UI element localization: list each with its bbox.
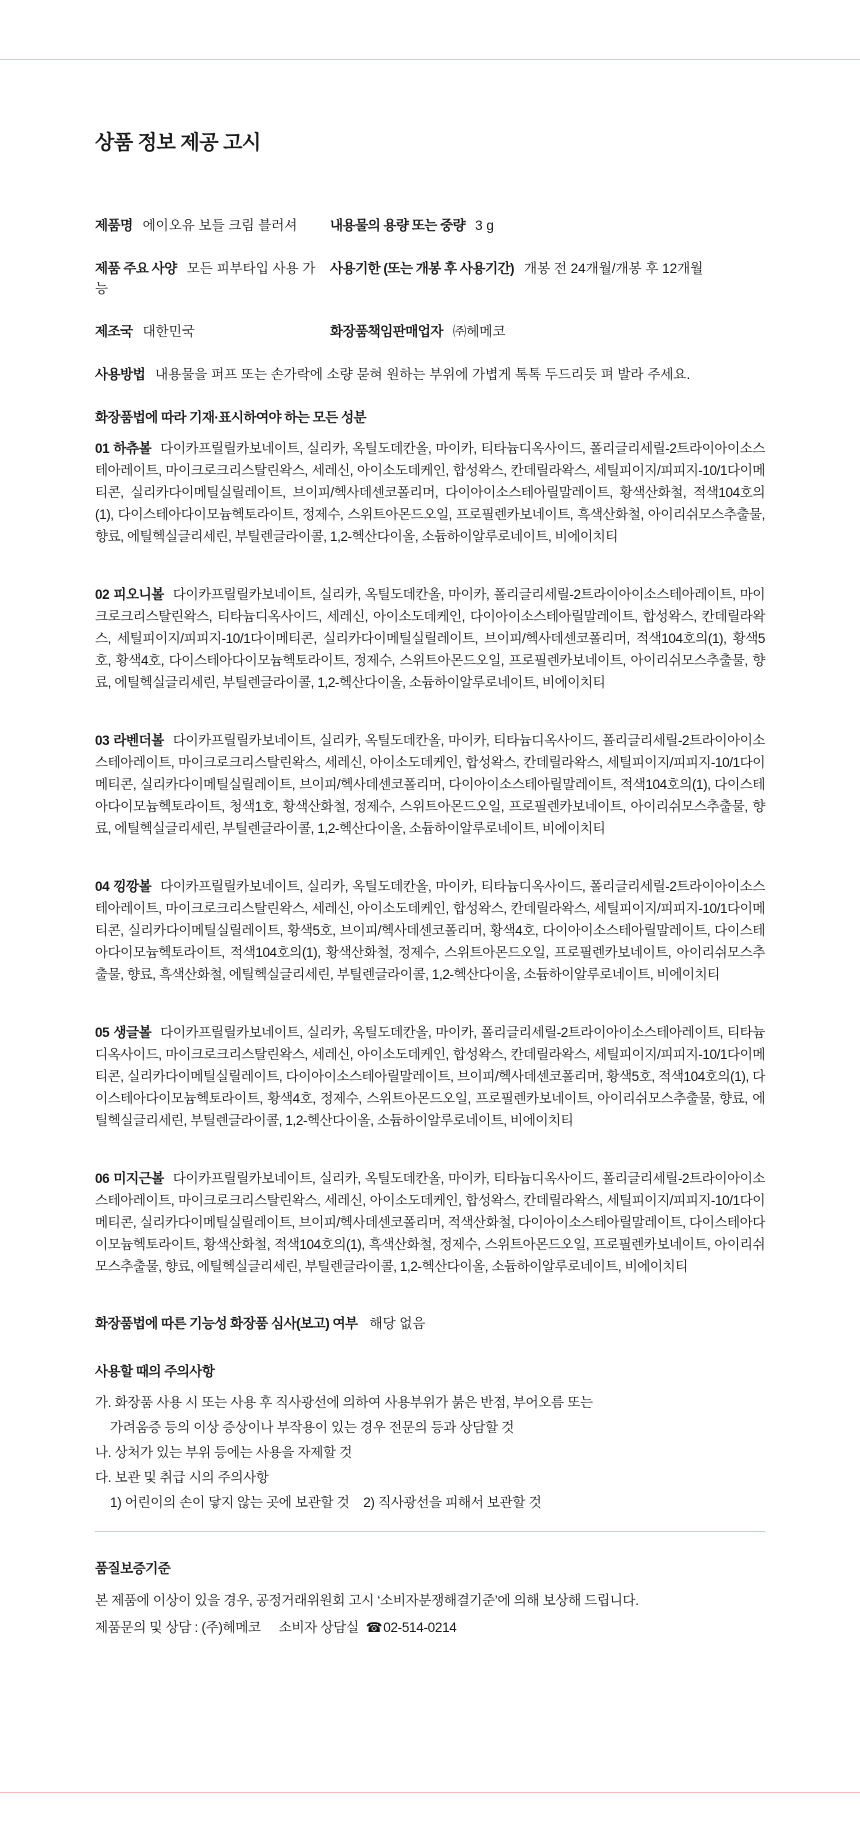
table-row: [95, 322, 765, 342]
warranty-section: [95, 1559, 765, 1641]
ingredient-item-05: [95, 1022, 765, 1132]
usage-cell: [95, 365, 765, 385]
warranty-header: 품질보증기준: [95, 1561, 171, 1576]
phone-icon: ☎: [365, 1620, 383, 1635]
ingredient-name: 06 미지근볼: [95, 1171, 164, 1186]
ingredient-item-06: [95, 1168, 765, 1278]
phone-number: 02-514-0214: [383, 1620, 457, 1635]
ingredient-text: 다이카프릴릴카보네이트, 실리카, 옥틸도데칸올, 마이카, 티타늄디옥사이드, 폴리글리세릴-2트라이아이소스테아레이트, 마이크로크리스탈린왁스, 세레신, 아이소도데케인, 합성왁스, 칸데릴라왁스, 세틸피이지/피피지-10/1다이메티콘, 실리카다이메틸실릴레이트, 브이피/헥사데센코폴리머, 다이아이소스테아릴말레이트, 적색104호의(1), 다이스테아다이모늄헥토라이트, 청색1호, 황색산화철, 정제수, 스위트아몬드오일, 프로필렌카보네이트, 아이리쉬모스추출물, 향료, 에틸헥실글리세린, 부틸렌글라이콜, 1,2-헥산다이올, 소듐하이알루로네이트, 비에이치티: [95, 733, 765, 836]
section-divider: [95, 1531, 765, 1532]
functional-review-label: 화장품법에 따른 기능성 화장품 심사(보고) 여부: [95, 1316, 358, 1331]
caution-line: 1) 어린이의 손이 닿지 않는 곳에 보관할 것 2) 직사광선을 피해서 보관할 것: [110, 1495, 542, 1510]
ingredient-item-01: [95, 438, 765, 548]
seller-value: ㈜헤메코: [452, 324, 506, 339]
caution-line: 가려움증 등의 이상 증상이나 부작용이 있는 경우 전문의 등과 상담할 것: [110, 1420, 514, 1435]
country-label: 제조국: [95, 324, 133, 339]
ingredient-item-02: [95, 584, 765, 694]
contact-line: [95, 1614, 765, 1641]
spec-label: 제품 주요 사양: [95, 261, 177, 276]
caution-line: 다. 보관 및 취급 시의 주의사항: [95, 1470, 269, 1485]
expiry-label: 사용기한 (또는 개봉 후 사용기간): [330, 261, 515, 276]
content-area: [95, 0, 765, 1641]
warranty-policy-text: 본 제품에 이상이 있을 경우, 공정거래위원회 고시 ‘소비자분쟁해결기준’에 의해 보상해 드립니다.: [95, 1593, 639, 1608]
table-row: [95, 216, 765, 236]
contact-text: 제품문의 및 상담 : (주)헤메코: [95, 1620, 261, 1635]
ingredient-item-03: [95, 730, 765, 840]
ingredient-text: 다이카프릴릴카보네이트, 실리카, 옥틸도데칸올, 마이카, 폴리글리세릴-2트라이아이소스테아레이트, 티타늄디옥사이드, 마이크로크리스탈린왁스, 세레신, 아이소도데케인, 합성왁스, 칸데릴라왁스, 세틸피이지/피피지-10/1다이메티콘, 실리카다이메틸실릴레이트, 다이아이소스테아릴말레이트, 브이피/헥사데센코폴리머, 황색5호, 적색104호의(1), 다이스테아다이모늄헥토라이트, 황색4호, 정제수, 스위트아몬드오일, 프로필렌카보네이트, 아이리쉬모스추출물, 향료, 에틸헥실글리세린, 부틸렌글라이콜, 1,2-헥산다이올, 소듐하이알루로네이트, 비에이치티: [95, 1025, 765, 1128]
usage-value: 내용물을 퍼프 또는 손가락에 소량 묻혀 원하는 부위에 가볍게 톡톡 두드리듯 펴 발라 주세요.: [155, 367, 691, 382]
table-row: [95, 259, 765, 299]
net-content-label: 내용물의 용량 또는 중량: [330, 218, 466, 233]
expiry-cell: [330, 259, 765, 299]
usage-label: 사용방법: [95, 367, 146, 382]
ingredient-text: 다이카프릴릴카보네이트, 실리카, 옥틸도데칸올, 마이카, 폴리글리세릴-2트라이아이소스테아레이트, 마이크로크리스탈린왁스, 티타늄디옥사이드, 세레신, 아이소도데케인, 다이아이소스테아릴말레이트, 합성왁스, 칸데릴라왁스, 세틸피이지/피피지-10/1다이메티콘, 실리카다이메틸실릴레이트, 브이피/헥사데센코폴리머, 적색104호의(1), 황색5호, 황색4호, 다이스테아다이모늄헥토라이트, 정제수, 스위트아몬드오일, 프로필렌카보네이트, 아이리쉬모스추출물, 향료, 에틸헥실글리세린, 부틸렌글라이콜, 1,2-헥산다이올, 소듐하이알루로네이트, 비에이치티: [95, 587, 765, 690]
product-name-cell: [95, 216, 330, 236]
ingredient-text: 다이카프릴릴카보네이트, 실리카, 옥틸도데칸올, 마이카, 티타늄디옥사이드, 폴리글리세릴-2트라이아이소스테아레이트, 마이크로크리스탈린왁스, 세레신, 아이소도데케인, 합성왁스, 칸데릴라왁스, 세틸피이지/피피지-10/1다이메티콘, 실리카다이메틸실릴레이트, 브이피/헥사데센코폴리머, 적색산화철, 다이아이소스테아릴말레이트, 다이스테아다이모늄헥토라이트, 황색산화철, 적색104호의(1), 흑색산화철, 정제수, 스위트아몬드오일, 프로필렌카보네이트, 아이리쉬모스추출물, 향료, 에틸헥실글리세린, 부틸렌글라이콜, 1,2-헥산다이올, 소듐하이알루로네이트, 비에이치티: [95, 1171, 765, 1274]
functional-review-row: [95, 1314, 765, 1334]
product-name-value: 에이오유 보들 크림 블러셔: [142, 218, 298, 233]
net-content-value: 3 g: [475, 218, 494, 233]
product-name-label: 제품명: [95, 218, 133, 233]
caution-line: 가. 화장품 사용 시 또는 사용 후 직사광선에 의하여 사용부위가 붉은 반점, 부어오름 또는: [95, 1395, 593, 1410]
seller-label: 화장품책임판매업자: [330, 324, 443, 339]
spec-value: 모든 피부타입 사용 가능: [95, 261, 316, 296]
ingredient-name: 01 하츄볼: [95, 441, 152, 456]
cautions-header: 사용할 때의 주의사항: [95, 1364, 215, 1379]
ingredient-name: 02 피오니볼: [95, 587, 164, 602]
ingredient-item-04: [95, 876, 765, 986]
contact-center-text: 소비자 상담실: [278, 1620, 359, 1635]
ingredient-name: 05 생글볼: [95, 1025, 152, 1040]
net-content-cell: [330, 216, 765, 236]
country-cell: [95, 322, 330, 342]
bottom-divider: [0, 1792, 860, 1793]
functional-review-value: 해당 없음: [369, 1316, 426, 1331]
seller-cell: [330, 322, 765, 342]
page-title: 상품 정보 제공 고시: [95, 132, 261, 154]
caution-line: 나. 상처가 있는 부위 등에는 사용을 자제할 것: [95, 1445, 352, 1460]
ingredient-text: 다이카프릴릴카보네이트, 실리카, 옥틸도데칸올, 마이카, 티타늄디옥사이드, 폴리글리세릴-2트라이아이소스테아레이트, 마이크로크리스탈린왁스, 세레신, 아이소도데케인, 합성왁스, 칸데릴라왁스, 세틸피이지/피피지-10/1다이메티콘, 실리카다이메틸실릴레이트, 황색5호, 브이피/헥사데센코폴리머, 황색4호, 다이아이소스테아릴말레이트, 다이스테아다이모늄헥토라이트, 적색104호의(1), 황색산화철, 정제수, 스위트아몬드오일, 프로필렌카보네이트, 아이리쉬모스추출물, 향료, 흑색산화철, 에틸헥실글리세린, 부틸렌글라이콜, 1,2-헥산다이올, 소듐하이알루로네이트, 비에이치티: [95, 879, 765, 982]
expiry-value: 개봉 전 24개월/개봉 후 12개월: [524, 261, 704, 276]
ingredients-header: 화장품법에 따라 기재·표시하여야 하는 모든 성분: [95, 410, 367, 425]
product-info-table: [95, 216, 765, 385]
ingredient-name: 03 라벤더볼: [95, 733, 164, 748]
cautions-list: [95, 1390, 765, 1515]
table-row: [95, 365, 765, 385]
ingredient-name: 04 낑깡볼: [95, 879, 152, 894]
country-value: 대한민국: [142, 324, 195, 339]
spec-cell: [95, 259, 330, 299]
ingredient-text: 다이카프릴릴카보네이트, 실리카, 옥틸도데칸올, 마이카, 티타늄디옥사이드, 폴리글리세릴-2트라이아이소스테아레이트, 마이크로크리스탈린왁스, 세레신, 아이소도데케인, 합성왁스, 칸데릴라왁스, 세틸피이지/피피지-10/1다이메티콘, 실리카다이메틸실릴레이트, 브이피/헥사데센코폴리머, 다이아이소스테아릴말레이트, 황색산화철, 적색104호의(1), 다이스테아다이모늄헥토라이트, 정제수, 스위트아몬드오일, 프로필렌카보네이트, 흑색산화철, 아이리쉬모스추출물, 향료, 에틸헥실글리세린, 부틸렌글라이콜, 1,2-헥산다이올, 소듐하이알루로네이트, 비에이치티: [95, 441, 765, 544]
